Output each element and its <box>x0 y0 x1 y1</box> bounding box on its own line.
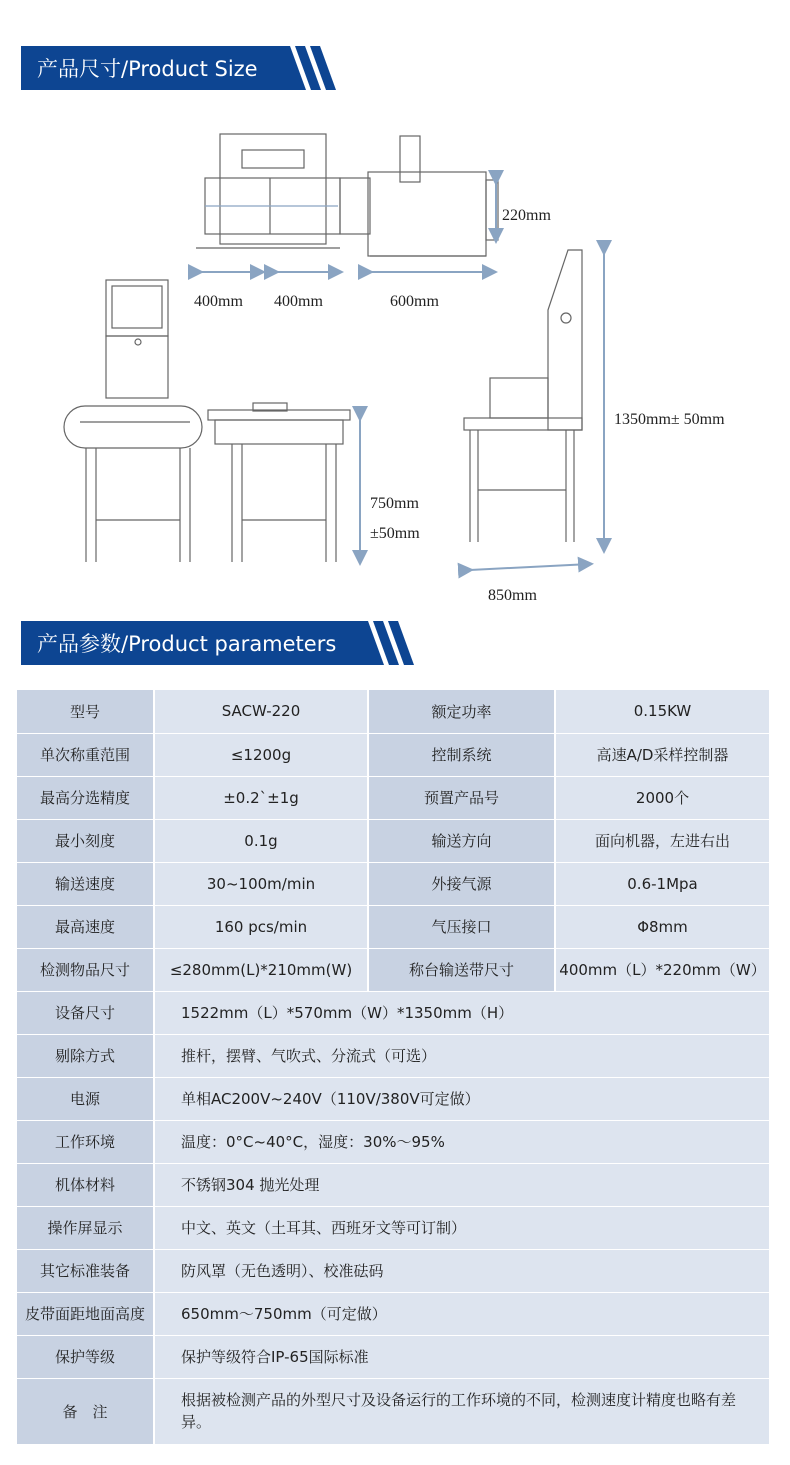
param-value: 根据被检测产品的外型尺寸及设备运行的工作环境的不同，检测速度计精度也略有差异。 <box>154 1378 770 1444</box>
param-key: 其它标准装备 <box>17 1249 154 1292</box>
dim-label-top-height: 220mm <box>502 207 551 224</box>
param-value: 单相AC200V~240V（110V/380V可定做） <box>154 1077 770 1120</box>
param-key: 操作屏显示 <box>17 1206 154 1249</box>
table-row <box>17 905 770 948</box>
table-row <box>17 819 770 862</box>
param-value: 防风罩（无色透明）、校准砝码 <box>154 1249 770 1292</box>
table-row <box>17 862 770 905</box>
dim-label-top-b: 400mm <box>274 293 323 310</box>
param-value: Φ8mm <box>555 905 770 948</box>
param-key: 单次称重范围 <box>17 733 154 776</box>
param-value: 0.15KW <box>555 690 770 733</box>
param-key: 称台输送带尺寸 <box>368 948 555 991</box>
param-value: SACW-220 <box>154 690 368 733</box>
param-key: 输送速度 <box>17 862 154 905</box>
param-value: 160 pcs/min <box>154 905 368 948</box>
table-row <box>17 1163 770 1206</box>
param-value: 温度：0°C~40°C，湿度：30%～95% <box>154 1120 770 1163</box>
param-value: 保护等级符合IP-65国际标准 <box>154 1335 770 1378</box>
param-value: ≤1200g <box>154 733 368 776</box>
param-value: 高速A/D采样控制器 <box>555 733 770 776</box>
param-key: 最小刻度 <box>17 819 154 862</box>
param-value: 推杆，摆臂、气吹式、分流式（可选） <box>154 1034 770 1077</box>
param-value: ≤280mm(L)*210mm(W) <box>154 948 368 991</box>
table-row <box>17 1034 770 1077</box>
param-key: 设备尺寸 <box>17 991 154 1034</box>
param-key: 剔除方式 <box>17 1034 154 1077</box>
param-key: 气压接口 <box>368 905 555 948</box>
param-value: 0.1g <box>154 819 368 862</box>
param-value: 0.6-1Mpa <box>555 862 770 905</box>
header-stripes-icon <box>358 621 420 665</box>
param-key: 电源 <box>17 1077 154 1120</box>
dim-label-table-height-1: 750mm <box>370 495 419 512</box>
param-value: 不锈钢304 抛光处理 <box>154 1163 770 1206</box>
dim-label-side-depth: 850mm <box>488 587 537 604</box>
param-key: 工作环境 <box>17 1120 154 1163</box>
param-key: 皮带面距地面高度 <box>17 1292 154 1335</box>
table-row <box>17 733 770 776</box>
param-value: ±0.2`±1g <box>154 776 368 819</box>
param-key: 型号 <box>17 690 154 733</box>
param-value: 30~100m/min <box>154 862 368 905</box>
table-row <box>17 1378 770 1444</box>
param-key: 额定功率 <box>368 690 555 733</box>
table-row <box>17 1249 770 1292</box>
header-stripes-icon <box>280 46 342 90</box>
param-key: 最高速度 <box>17 905 154 948</box>
table-row <box>17 776 770 819</box>
param-value: 2000个 <box>555 776 770 819</box>
dim-label-side-height: 1350mm± 50mm <box>614 411 725 428</box>
param-key: 保护等级 <box>17 1335 154 1378</box>
side-view-frame <box>548 250 582 430</box>
param-value: 650mm～750mm（可定做） <box>154 1292 770 1335</box>
dim-label-top-a: 400mm <box>194 293 243 310</box>
table-row <box>17 948 770 991</box>
param-value: 400mm（L）*220mm（W） <box>555 948 770 991</box>
table-row <box>17 1206 770 1249</box>
param-key: 控制系统 <box>368 733 555 776</box>
param-key: 备 注 <box>17 1378 154 1444</box>
table-row <box>17 991 770 1034</box>
param-value: 中文、英文（土耳其、西班牙文等可订制） <box>154 1206 770 1249</box>
param-key: 检测物品尺寸 <box>17 948 154 991</box>
table-row <box>17 1120 770 1163</box>
param-key: 预置产品号 <box>368 776 555 819</box>
section-header-product-parameters <box>21 621 420 665</box>
param-value: 1522mm（L）*570mm（W）*1350mm（H） <box>154 991 770 1034</box>
section-header-product-size <box>21 46 342 90</box>
param-key: 输送方向 <box>368 819 555 862</box>
param-key: 最高分选精度 <box>17 776 154 819</box>
parameters-table <box>17 690 771 1445</box>
dim-label-top-c: 600mm <box>390 293 439 310</box>
param-key: 机体材料 <box>17 1163 154 1206</box>
param-key: 外接气源 <box>368 862 555 905</box>
table-row <box>17 1292 770 1335</box>
param-value: 面向机器，左进右出 <box>555 819 770 862</box>
dim-arrow-side-depth <box>470 564 590 570</box>
product-dimension-drawing <box>0 100 790 620</box>
section-title: 产品尺寸/Product Size <box>21 46 280 90</box>
table-row <box>17 1335 770 1378</box>
dim-label-table-height-2: ±50mm <box>370 525 420 542</box>
table-row <box>17 690 770 733</box>
section-title: 产品参数/Product parameters <box>21 621 358 665</box>
table-row <box>17 1077 770 1120</box>
